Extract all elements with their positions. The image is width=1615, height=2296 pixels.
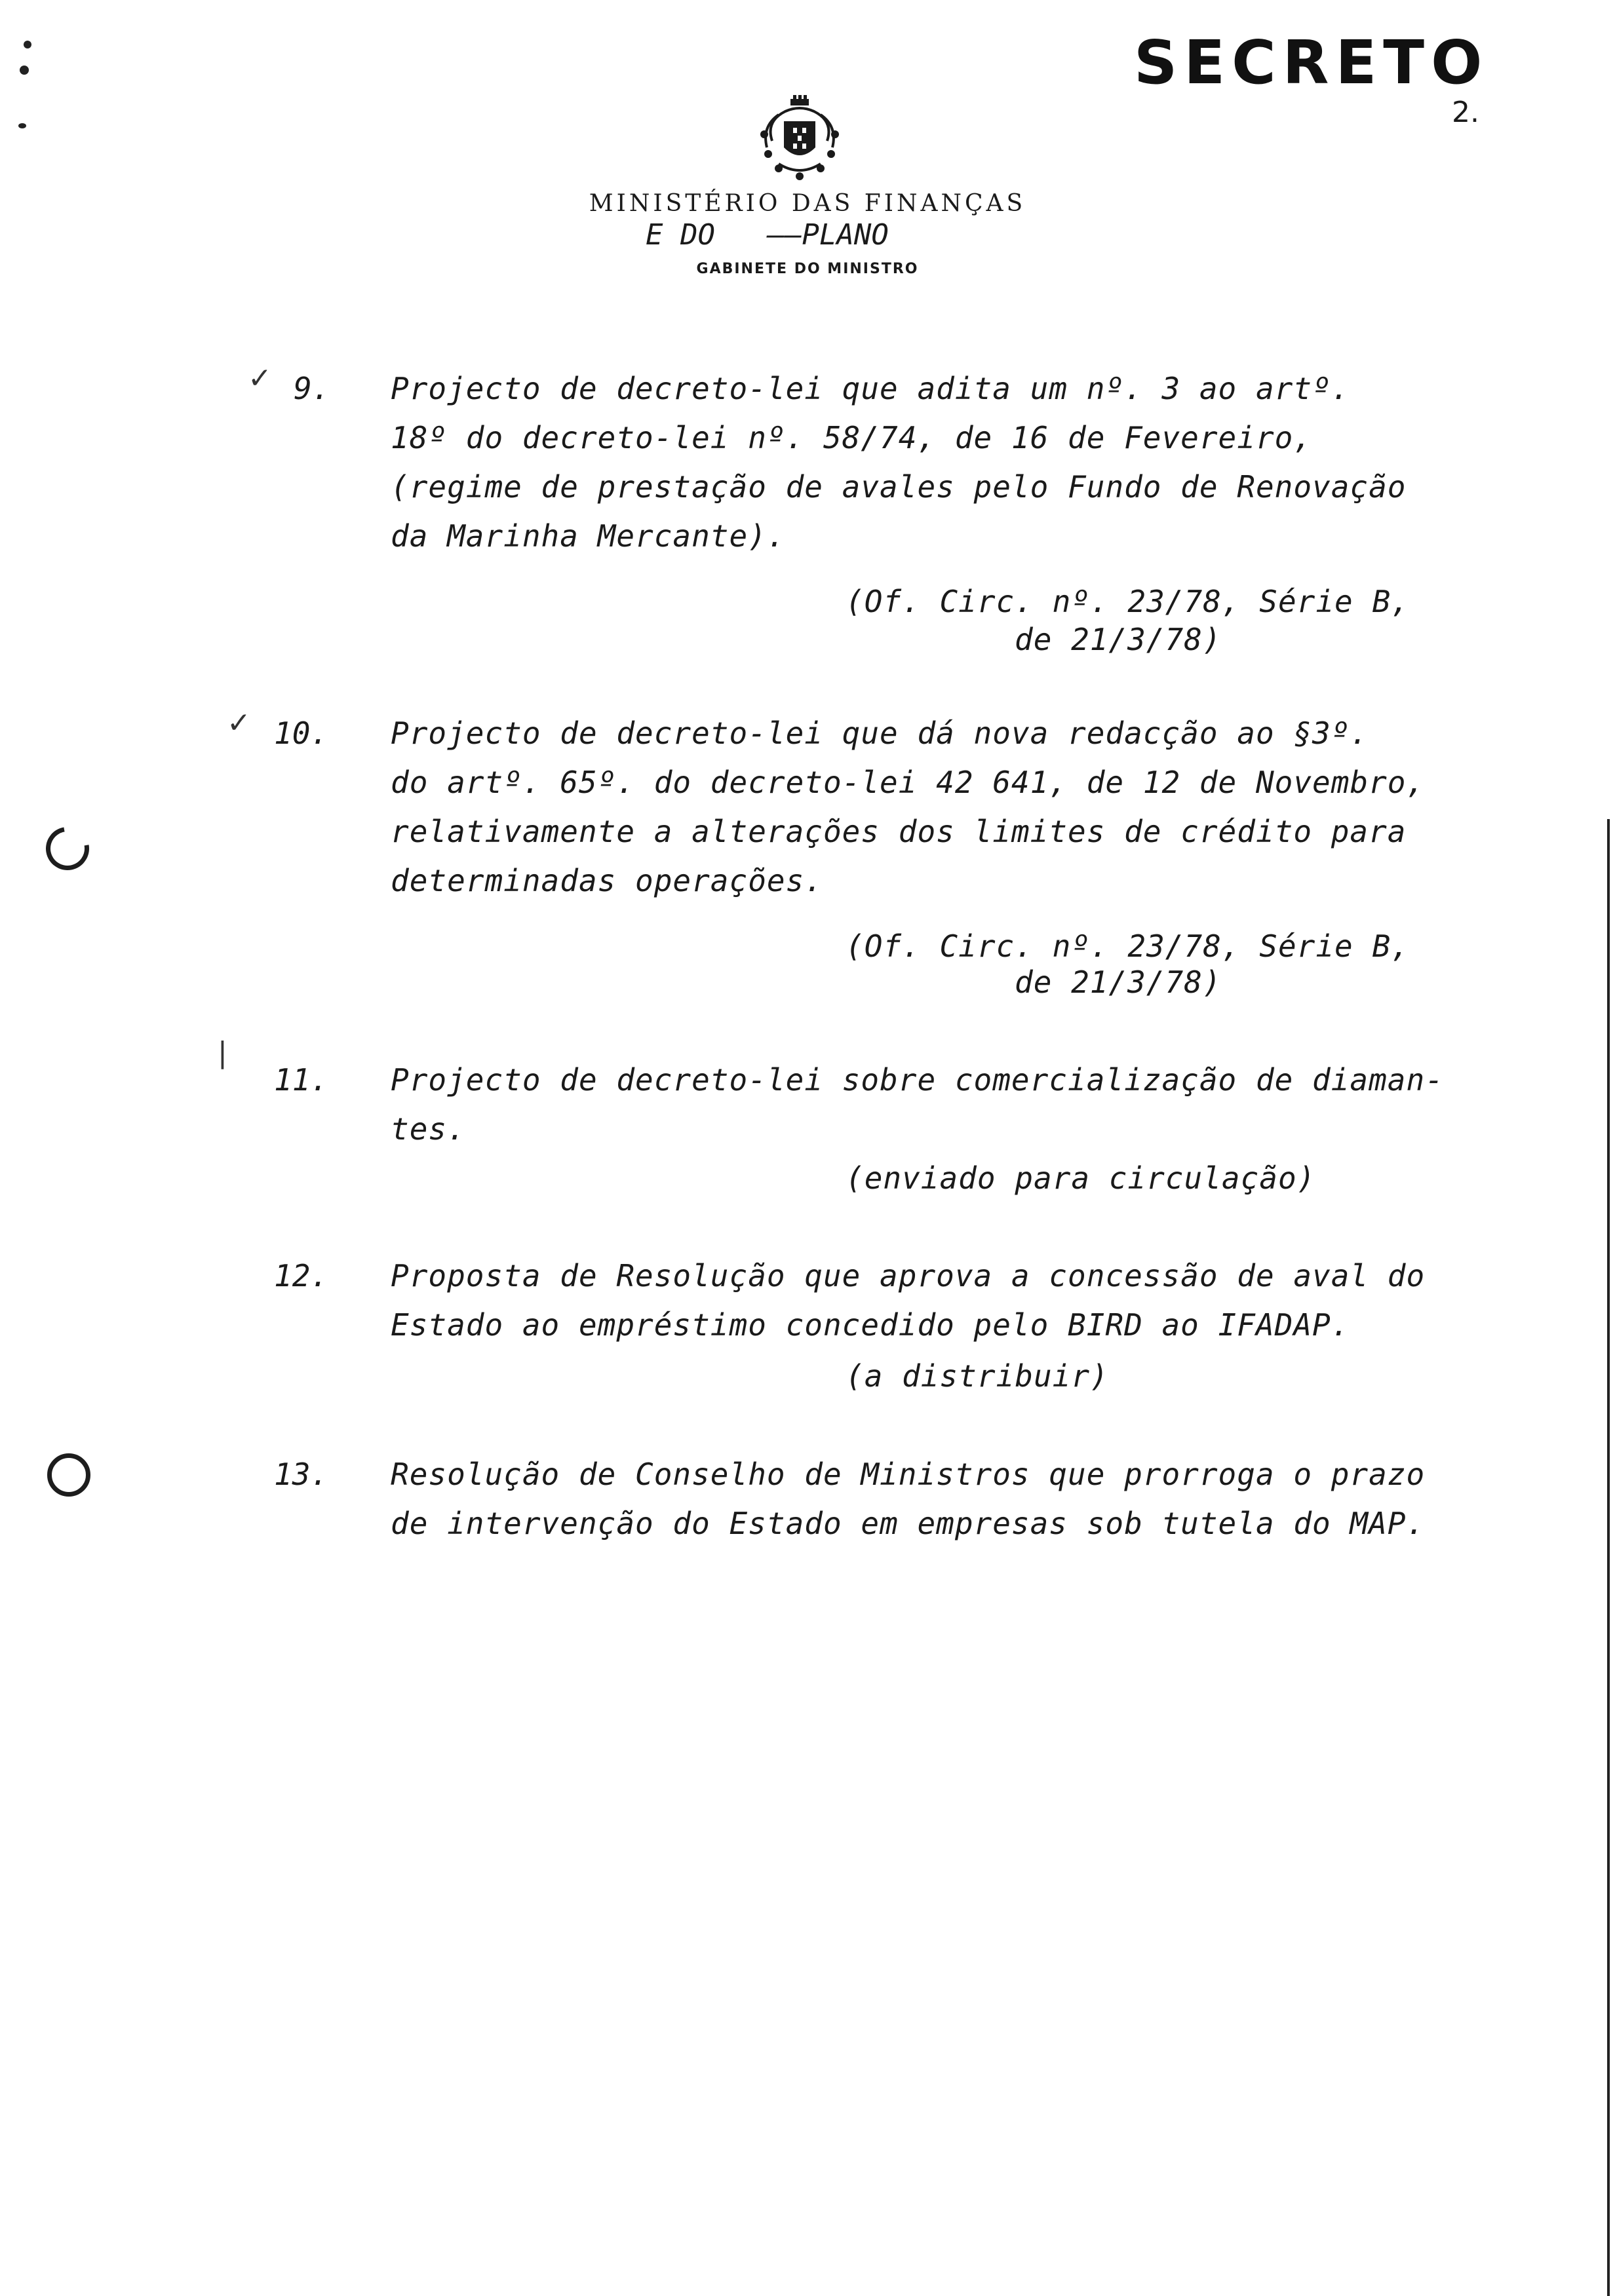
item-text-line: 18º do decreto-lei nº. 58/74, de 16 de Fevereiro, <box>391 420 1313 455</box>
cabinet-name: GABINETE DO MINISTRO <box>696 261 919 277</box>
scan-speck <box>20 66 29 75</box>
item-text-line: Estado ao empréstimo concedido pelo BIRD ao IFADAP. <box>391 1307 1350 1343</box>
item-text-line: de intervenção do Estado em empresas sob tutela do MAP. <box>391 1506 1426 1541</box>
item-text-line: (regime de prestação de avales pelo Fundo de Renovação <box>391 469 1407 505</box>
item-number: 10. <box>274 716 329 751</box>
item-text-line: Proposta de Resolução que aprova a concessão de aval do <box>391 1258 1426 1293</box>
checkmark-icon: ✓ <box>227 706 251 740</box>
item-text-line: determinadas operações. <box>391 863 823 898</box>
page-number: 2. <box>1452 96 1479 129</box>
item-text-line: Resolução de Conselho de Ministros que prorroga o prazo <box>391 1457 1426 1492</box>
item-text-line: tes. <box>391 1111 466 1147</box>
scan-speck <box>24 41 31 48</box>
handwritten-mark: | <box>218 1036 227 1069</box>
item-text-line: relativamente a alterações dos limites de crédito para <box>391 814 1407 849</box>
item-reference: de 21/3/78) <box>1015 965 1222 1000</box>
ministry-name-continued: E DO ——PLANO <box>646 218 889 252</box>
punch-hole <box>47 1453 90 1497</box>
item-text-line: da Marinha Mercante). <box>391 518 786 554</box>
portuguese-coat-of-arms-icon <box>752 95 847 183</box>
item-reference: (Of. Circ. nº. 23/78, Série B, <box>846 928 1410 964</box>
scan-speck <box>18 123 26 128</box>
punch-hole <box>37 818 98 879</box>
item-reference: (a distribuir) <box>846 1358 1109 1394</box>
item-number: 12. <box>274 1258 329 1293</box>
item-text-line: Projecto de decreto-lei que adita um nº. 3 ao artº. <box>391 371 1350 406</box>
item-reference: de 21/3/78) <box>1015 622 1222 657</box>
checkmark-icon: ✓ <box>248 362 272 395</box>
item-text-line: do artº. 65º. do decreto-lei 42 641, de 12 de Novembro, <box>391 765 1426 800</box>
item-text-line: Projecto de decreto-lei que dá nova redacção ao §3º. <box>391 716 1369 751</box>
item-reference: (enviado para circulação) <box>846 1160 1316 1196</box>
item-reference: (Of. Circ. nº. 23/78, Série B, <box>846 584 1410 619</box>
item-number: 9. <box>294 371 330 406</box>
item-text-line: Projecto de decreto-lei sobre comercialização de diaman- <box>391 1062 1444 1098</box>
page-edge-shadow <box>1607 819 1610 2296</box>
ministry-name: MINISTÉRIO DAS FINANÇAS <box>589 190 1026 217</box>
item-number: 11. <box>274 1062 329 1098</box>
item-number: 13. <box>274 1457 329 1492</box>
classification-stamp: SECRETO <box>1134 28 1489 98</box>
